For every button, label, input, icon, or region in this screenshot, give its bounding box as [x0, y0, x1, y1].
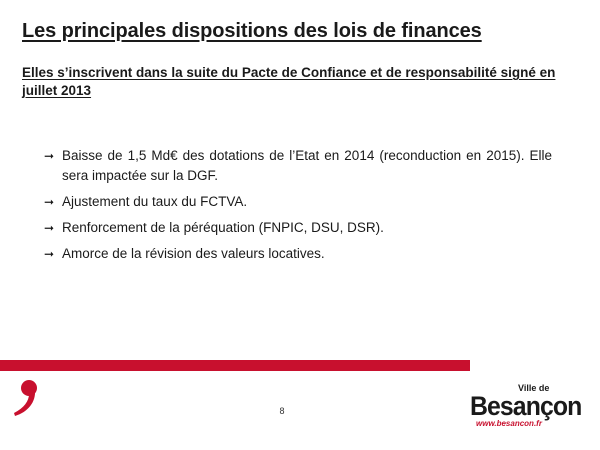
logo-city-name: Besançon	[470, 391, 582, 421]
logo-url: www.besancon.fr	[476, 419, 542, 428]
arrow-right-icon: ➞	[44, 247, 55, 261]
bullet-item	[44, 146, 552, 186]
bullet-item	[44, 244, 552, 264]
footer-accent-bar	[0, 360, 470, 371]
city-logo	[470, 383, 580, 433]
comma-logo-icon	[12, 378, 42, 418]
bullet-item	[44, 192, 552, 212]
arrow-right-icon: ➞	[44, 195, 55, 209]
bullet-text: Renforcement de la péréquation (FNPIC, DSU, DSR).	[62, 220, 384, 235]
slide-title: Les principales dispositions des lois de finances	[22, 20, 482, 42]
bullet-text: Baisse de 1,5 Md€ des dotations de l’Etat en 2014 (reconduction en 2015). Elle sera impactée sur la DGF.	[62, 148, 552, 183]
bullet-text: Ajustement du taux du FCTVA.	[62, 194, 248, 209]
bullet-item	[44, 218, 552, 238]
page-number: 8	[279, 406, 285, 416]
arrow-right-icon: ➞	[44, 149, 55, 163]
arrow-right-icon: ➞	[44, 221, 55, 235]
bullet-text: Amorce de la révision des valeurs locatives.	[62, 246, 325, 261]
slide-subtitle: Elles s’inscrivent dans la suite du Pacte de Confiance et de responsabilité signé en juillet 2013	[22, 65, 556, 98]
bullet-list	[44, 146, 552, 270]
logo-prefix: Ville de	[518, 383, 550, 393]
